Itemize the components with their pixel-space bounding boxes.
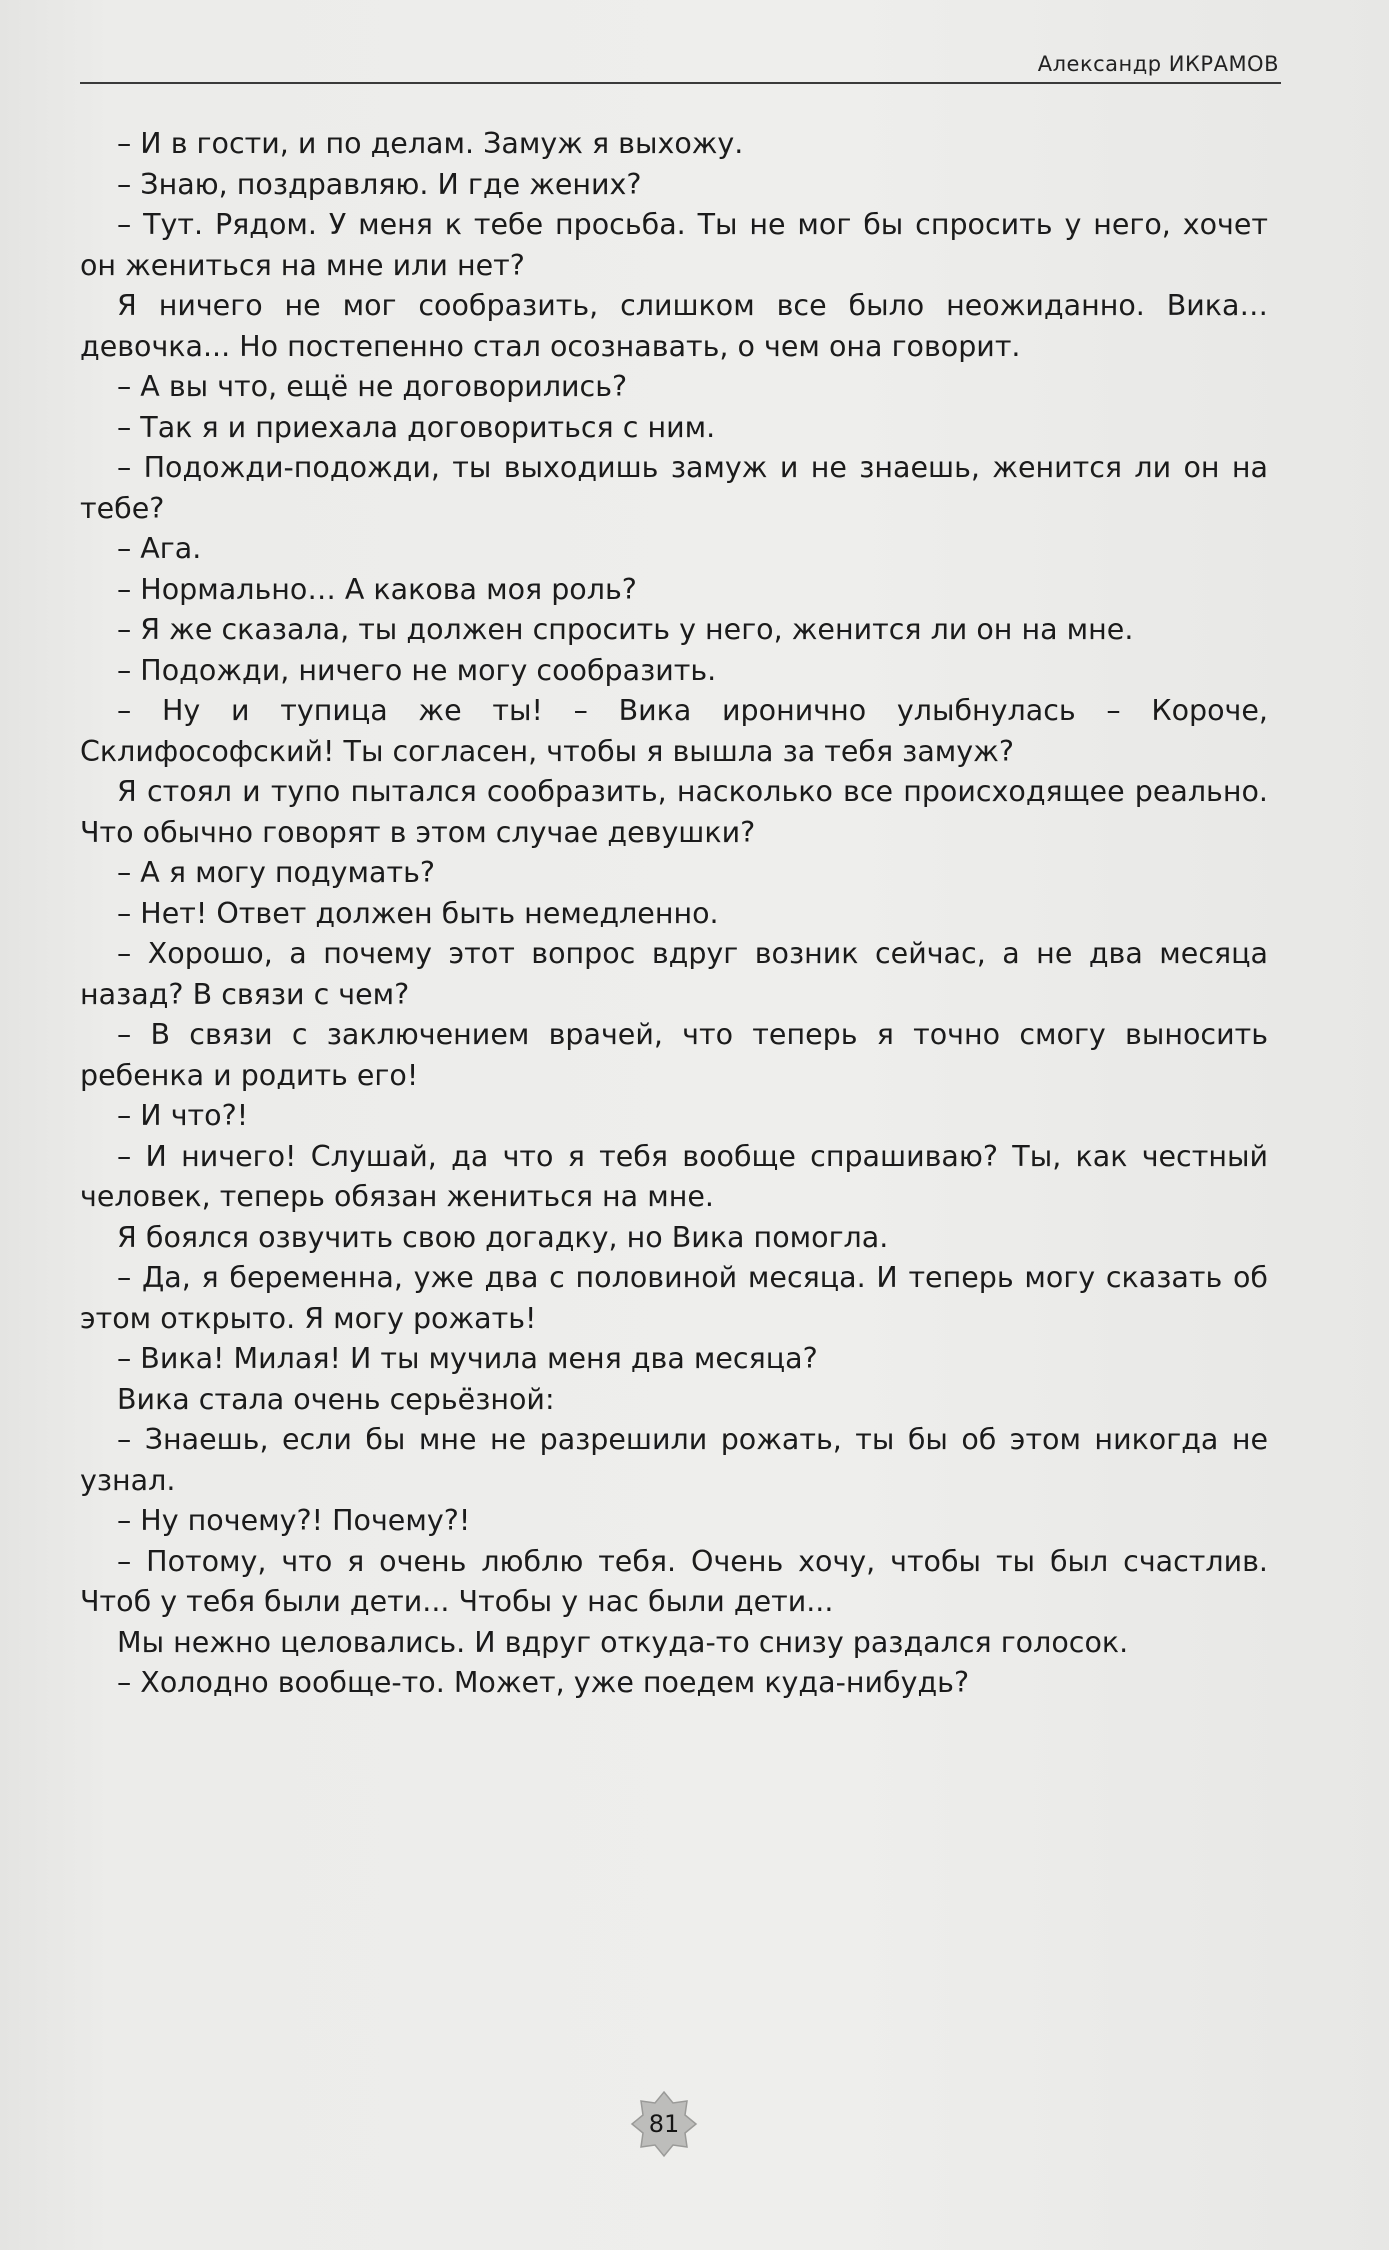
paragraph: – В связи с заключением врачей, что теперь я точно смогу выносить ребенка и родить его!: [80, 1018, 1268, 1092]
paragraph: – И ничего! Слушай, да что я тебя вообще спрашиваю? Ты, как честный человек, теперь обязан жениться на мне.: [80, 1139, 1268, 1213]
paragraph: – Ага.: [117, 532, 202, 565]
page-number: 81: [648, 2110, 680, 2138]
paragraph: – Ну и тупица же ты! – Вика иронично улыбнулась – Короче, Склифософский! Ты согласен, чтобы я вышла за тебя замуж?: [80, 694, 1268, 768]
paragraph: – Нормально… А какова моя роль?: [117, 572, 637, 606]
paragraph: Я стоял и тупо пытался сообразить, насколько все происходящее реально. Что обычно говорят в этом случае девушки?: [80, 775, 1268, 849]
paragraph: Вика стала очень серьёзной:: [117, 1382, 555, 1416]
paragraph: – Тут. Рядом. У меня к тебе просьба. Ты не мог бы спросить у него, хочет он жениться на мне или нет?: [80, 208, 1268, 282]
paragraph: – Да, я беременна, уже два с половиной месяца. И теперь могу сказать об этом открыто. Я могу рожать!: [80, 1261, 1268, 1335]
paragraph: – Подожди-подожди, ты выходишь замуж и не знаешь, женится ли он на тебе?: [80, 451, 1268, 525]
paragraph: – Холодно вообще-то. Может, уже поедем куда-нибудь?: [117, 1666, 970, 1699]
paragraph: – Я же сказала, ты должен спросить у него, женится ли он на мне.: [117, 613, 1134, 646]
paragraph: – Вика! Милая! И ты мучила меня два месяца?: [117, 1342, 818, 1375]
paragraph: – Так я и приехала договориться с ним.: [117, 410, 716, 444]
paragraph: – И в гости, и по делам. Замуж я выхожу.: [117, 127, 744, 160]
paragraph: – Нет! Ответ должен быть немедленно.: [117, 896, 719, 930]
paragraph: – И что?!: [117, 1099, 249, 1132]
paragraph: – Знаю, поздравляю. И где жених?: [117, 167, 642, 201]
paragraph: – Ну почему?! Почему?!: [117, 1504, 471, 1537]
paragraph: – А вы что, ещё не договорились?: [117, 370, 628, 403]
paragraph: – Потому, что я очень люблю тебя. Очень хочу, чтобы ты был счастлив. Чтоб у тебя были дети... Чтобы у нас были дети...: [80, 1544, 1268, 1618]
paragraph: – Подожди, ничего не могу сообразить.: [117, 653, 717, 687]
body-text: [80, 124, 1268, 1704]
paragraph: Мы нежно целовались. И вдруг откуда-то снизу раздался голосок.: [117, 1625, 1129, 1659]
paragraph: – Знаешь, если бы мне не разрешили рожать, ты бы об этом никогда не узнал.: [80, 1423, 1268, 1497]
paragraph: Я ничего не мог сообразить, слишком все было неожиданно. Вика… девочка... Но постепенно стал осознавать, о чем она говорит.: [80, 289, 1268, 363]
paragraph: Я боялся озвучить свою догадку, но Вика помогла.: [117, 1220, 889, 1254]
paragraph: – Хорошо, а почему этот вопрос вдруг возник сейчас, а не два месяца назад? В связи с чем?: [80, 937, 1268, 1011]
header-rule: [80, 82, 1281, 84]
page-number-badge: [630, 2090, 698, 2158]
running-header-author: Александр ИКРАМОВ: [1037, 52, 1279, 76]
paragraph: – А я могу подумать?: [117, 856, 436, 889]
